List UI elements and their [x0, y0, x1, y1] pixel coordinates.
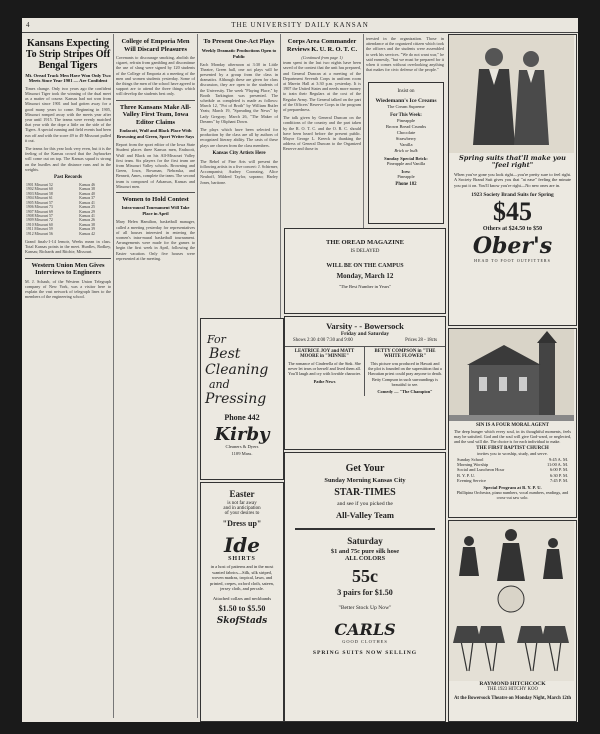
headline-corps-area: Corps Area Commander Reviews K. U. R. O. T. C. — [286, 38, 358, 53]
church-special-body: Phillipina Orchestra, piano numbers, vocal numbers, readings, and cross-cut saw solo. — [456, 489, 569, 500]
continued-note: (Continued from page 1) — [301, 55, 343, 60]
kirby-and: and — [209, 378, 230, 391]
carls-colors: ALL COLORS — [344, 555, 386, 562]
ide-far: is not far away — [227, 501, 257, 506]
ide-shirts-ad — [200, 482, 284, 722]
score-cell: Kansas 42 — [79, 231, 95, 236]
column-3 — [200, 36, 278, 328]
kirby-pressing: Pressing — [205, 391, 267, 407]
oread-tag: "The Best Number in Years" — [338, 284, 392, 289]
hitchcock-name: RAYMOND HITCHCOCK — [479, 681, 546, 687]
service-time: 7:45 P. M. — [549, 478, 568, 484]
score-cell: Kansas 38 — [79, 222, 95, 227]
varsity-days: Friday and Saturday — [340, 331, 390, 337]
carls-star-times: STAR-TIMES — [334, 487, 396, 498]
masthead-title: THE UNIVERSITY DAILY KANSAN — [231, 21, 369, 29]
obers-logo: Ober's — [472, 233, 553, 260]
ide-desires: of your desires to — [224, 511, 260, 516]
carls-price: 55c — [352, 566, 378, 586]
varsity-prices: Prices 28 - 18cts — [405, 338, 437, 343]
ide-easter: Easter — [229, 489, 255, 499]
subhead-intra-mural: Intra-mural Tournament Will Take Place in April — [121, 205, 190, 217]
oread-date: Monday, March 12 — [336, 272, 394, 280]
ide-anticipation: and in anticipation — [223, 506, 261, 511]
kirby-sub: Cleaners & Dyers — [225, 444, 259, 449]
service-time: 6:00 P. M. — [549, 467, 568, 473]
score-cell: 1908 Missouri 57 — [26, 213, 53, 218]
column-5 — [366, 36, 444, 76]
varsity-right-body: This picture was produced in Hawaii and the plot is founded on the superstition that a Hawaiian priest could pray anyone to death. Betty Compson in such surroundings is beautiful to see. — [368, 361, 442, 387]
headline-college-emporia: College of Emporia Men Will Discard Pleasures — [121, 38, 190, 53]
ide-dress-up: "Dress up" — [222, 519, 262, 528]
carls-saturday: Saturday — [347, 536, 383, 546]
kirby-best: Best — [209, 346, 241, 362]
carls-tag: GOOD CLOTHES — [342, 639, 388, 644]
article-text: team spent in the last two nights have been saved of the contest that the unit has prepared, and General Duncan at a meeting of the Department Seventh Corps in uniform room at Marvin Hall at 3:30 p.m. yesterday. It is 1907 the United States and needs more money to train their Regulars at the cost of the Regular Army. The General talked on the part of the Officers' Reserve Corps in the program of preparedness. — [283, 60, 361, 113]
kirby-for: For — [207, 333, 226, 346]
score-cell: Kansas 25 — [79, 205, 95, 210]
obers-body: When you've gone you look right—you're pretty sure to feel right. A Society Brand Suit gives you that "at ease" feeling the minute you put it on. You'll know you're right—No new ones are in. — [454, 171, 571, 188]
service-name: Evening Service — [457, 478, 486, 484]
page-number: 4 — [26, 21, 31, 29]
score-cell: Kansas 41 — [79, 200, 95, 205]
church-special: Special Program at B. Y. P. U. — [483, 484, 542, 490]
article-text: Report from the sport editor of the Iowa State Student places three Kansas men, Endacott, Wulf and Black on his All-Missouri Valley first team. Six players for the first team are from Missouri Valley schools. Browning and Green, Iowa, Bowman, Nebraska, and Bennett, Ames, complete the team. The second team is composed of Arkansas, Kansas and Missouri men. — [116, 142, 195, 189]
varsity-left-feature — [285, 347, 365, 396]
score-cell: 1909 Missouri 72 — [26, 218, 53, 223]
subhead-mt-oread: Mt. Oread Track Men Have Won Only Two Meets Since Year 1901 — Are Confident — [25, 73, 111, 84]
article-text: M. J. Schaub, of the Western Union Telegraph company of New York, was a visitor here to explain the vast network of telegraph lines to the members of the engineering school. — [25, 278, 111, 300]
score-cell: Kansas 26 — [79, 218, 95, 223]
church-illustration — [449, 329, 574, 421]
scores-title: Past Records — [54, 175, 82, 181]
oread-title: THE OREAD MAGAZINE — [325, 239, 405, 246]
hitchcock-footer: At the Bowersock Theatre on Monday Night, March 12th — [453, 696, 572, 701]
wiedemann-flavors — [369, 118, 443, 148]
flavor-item: Chocolate — [396, 130, 416, 135]
kirby-cleaning: Cleaning — [205, 362, 269, 378]
column-1 — [25, 36, 111, 718]
varsity-left-name: LEATRICE JOY and MATT MOORE in "MINNIE" — [294, 349, 355, 359]
wiedemann-phone: Phone 182 — [395, 182, 417, 187]
oread-delay: IS DELAYED — [350, 249, 380, 254]
score-cell: 1910 Missouri 60 — [26, 222, 53, 227]
article-text: The teams for this year look very even, but it is the feeling of the Kansas crowd that the Jayhawker will come out on top. The Kansas squad is strong on the hurdles and the distance runs and in the weights. — [25, 146, 111, 172]
chorus-illustration — [449, 521, 574, 681]
subhead-endacott: Endacott, Wulf and Black Place With Browning and Green, Sport Writer Says — [116, 128, 195, 140]
varsity-right-name: BETTY COMPSON in "THE WHITE FLOWER" — [374, 349, 436, 359]
ide-store: SkofStads — [216, 615, 268, 626]
score-cell: Kansas 38 — [79, 187, 95, 192]
score-cell: 1902 Missouri 60 — [26, 187, 53, 192]
score-cell: 1904 Missouri 61 — [26, 196, 53, 201]
carls-logo: CARLS — [334, 620, 396, 639]
wiedemann-brand: Wiedemann's Ice Creams — [375, 98, 437, 104]
score-cell: Kansas 41 — [79, 213, 95, 218]
score-cell: 1901 Missouri 52 — [26, 183, 53, 188]
obers-others: Others at $24.50 to $50 — [482, 226, 543, 233]
carls-pairs: 3 pairs for $1.50 — [337, 588, 393, 597]
kirby-ad — [200, 318, 284, 480]
headline-western-union: Western Union Men Gives Interviews to Engineers — [31, 261, 105, 277]
score-cell: 1906 Missouri 73 — [26, 205, 53, 210]
score-cell: Kansas 39 — [79, 227, 95, 232]
article-text: The talk given by General Duncan on the conditions of the country and the part taken by the R. O. T. C. and the O. R. C. should have been heard before the present public. Mayor George L. Kreeck in thanking the address of General Duncan to the Organized Reserve and those in — [283, 115, 361, 152]
article-text: terested in the organization. Those in attendance at the organized citizen which took the officers and the students were assembled to seek his services. "We do not want war," he said earnestly, "but we must be prepared for it when it comes without overlooking anything that makes for civic defense of the people." — [366, 36, 444, 73]
masthead — [22, 18, 578, 33]
ide-shirts: SHIRTS — [228, 556, 256, 562]
service-time: 11:00 A. M. — [546, 462, 568, 468]
hitchy-koo-ad — [448, 520, 577, 722]
varsity-shows-row — [285, 337, 445, 344]
varsity-shows: Shows 2:30 4:00 7:30 and 9:00 — [293, 338, 353, 343]
wiedemann-ices: Ices: — [401, 169, 411, 174]
service-row — [457, 478, 568, 483]
headline-three-kansans: Three Kansans Make All-Valley First Team, Iowa Editor Claims — [119, 103, 192, 126]
score-cell: 1912 Missouri 56 — [26, 231, 53, 236]
ide-collars: Attached collars and neckbands — [212, 595, 272, 601]
newspaper-page — [22, 18, 578, 722]
wiedemann-week: For This Week: — [390, 113, 422, 118]
wiedemann-insist: Insist on — [397, 89, 415, 94]
church-invites: invites you to worship, study, and serve. — [477, 450, 548, 456]
oread-magazine-ad — [284, 228, 446, 314]
score-cell: Kansas 37 — [79, 196, 95, 201]
church-name: THE FIRST BAPTIST CHURCH — [476, 445, 549, 451]
article-text: Grand finals-1-14 lemoir, Weeks mean in class. Total Kansas points in the meet. Hurdles, Rodkey, Kansas; Richards and Ritchie, Missouri. — [25, 238, 111, 255]
oread-campus: WILL BE ON THE CAMPUS — [326, 263, 404, 269]
score-row — [25, 232, 111, 236]
church-services — [449, 456, 576, 485]
score-cell: Kansas 29 — [79, 209, 95, 214]
wiedemann-special: Sunday Special Brick: — [384, 156, 428, 161]
article-text: The Rebel of Fine Arts will present the following artists in a five concert: J. Schirmer, Accompanist; Audrey Coonzing, Alice Neuhoff, Mildred Taylor, soprano; Harley Jones, baritone. — [200, 158, 278, 185]
article-text: Each Monday afternoon at 3:30 in Little Theatre, Green hall, one act plays will be presented by a group from the class in dramatics. Although these are given for class discussion, they are open to the students of the University. The week "Playing Place," by Booth Tarkington was presented. The schedule as completed is made as follows: March 12, "Pot of Broth" by William Butler Yeats; March 19, "Spreading the News" by Lady Gregory; March 26, "The Maker of Dreams" by Oliphant Down. — [200, 61, 278, 124]
varsity-theatre-ad — [284, 316, 446, 450]
article-text: Covenants to discourage smoking, abolish the cigaret, refrain from gambling and discontinue the use of slang were signed by 120 students of the College of Emporia at a meeting of the men and women students yesterday. Some of the things the men of the school have agreed to support are to attend the three things which will develop the students best only. — [116, 55, 195, 97]
wiedemann-subtitle: The Cream Supreme — [387, 104, 425, 109]
obers-caption: Spring suits that'll make you "feel right" — [459, 154, 566, 170]
article-text: Mary Helen Hamilton, basketball manager, called a meeting yesterday for representatives of all houses interested in entering the women's intra-mural basketball tournament. Arrangements were made for the games to begin the first week in April, following the Easter vacation. Only five houses were represented at the meeting. — [116, 219, 195, 261]
service-name: B. Y. P. U. — [457, 472, 476, 478]
headline-kansans-expecting: Kansans Expecting To Strip Stripes Off Bengal Tigers — [25, 38, 111, 71]
baptist-church-ad — [448, 328, 577, 518]
service-name: Sunday School — [457, 456, 484, 462]
headline-one-act-plays: To Present One-Act Plays — [203, 38, 275, 45]
service-time: 9:45 A. M. — [548, 456, 568, 462]
carls-get-your: Get Your — [345, 463, 385, 474]
obers-tag: HEAD TO FOOT OUTFITTERS — [474, 258, 551, 264]
varsity-right-foot: Comedy — "The Champion" — [377, 389, 433, 395]
varsity-left-body: The romance of Cinderella of the Sink. She never let tears or herself and lived them all. You'll laugh and cry with lovable character. — [288, 361, 361, 377]
subhead-weekly-dramatic: Weekly Dramatic Productions Open to Public — [201, 47, 277, 59]
flavor-item: Brown Bread Crumbs — [385, 124, 427, 129]
carls-ad — [284, 452, 446, 722]
article-text: The plays which have been selected for production by the class are all by authors of recognized literary ability. The casts of these plays are chosen from the class members. — [200, 126, 278, 148]
carls-better: "Better Stock Up Now" — [338, 605, 392, 611]
ide-body: in a host of patterns and in the most wanted fabrics—Silk, silk striped, woven madras, tropical, lawn, and printed, crepes, oxford cloth, sateen, jersey cloth, and percale. — [210, 564, 274, 592]
scores-table — [25, 183, 111, 236]
score-cell: Kansas 40 — [79, 191, 95, 196]
service-name: Morning Worship — [457, 462, 489, 468]
kirby-phone: Phone 442 — [224, 413, 260, 422]
score-cell: 1911 Missouri 59 — [26, 227, 53, 232]
carls-hose: $1 and 75c pure silk hose — [330, 548, 400, 555]
carls-see-if: and see if you picked the — [337, 501, 393, 507]
varsity-title: Varsity - - Bowersock — [326, 321, 404, 331]
column-2 — [116, 36, 195, 718]
hitchcock-show: THE 1923 HITCHY KOO — [487, 687, 538, 692]
suit-illustration — [449, 35, 574, 153]
headline-kc-artists: Kansas City Artists Here — [212, 150, 266, 156]
varsity-left-foot: Pathe News — [313, 378, 336, 384]
score-cell: Kansas 46 — [79, 183, 95, 188]
obers-line: 1923 Society Brand Suits for Spring — [471, 192, 554, 199]
carls-footer: SPRING SUITS NOW SELLING — [312, 650, 418, 656]
kirby-addr: 1109 Mass. — [231, 451, 253, 456]
wiedemann-brick: Brick or bulk — [394, 148, 418, 153]
service-time: 6:30 P. M. — [549, 472, 568, 478]
wiedemann-ice: Pineapple — [397, 174, 415, 179]
carls-sunday: Sunday Morning Kansas City — [324, 477, 406, 484]
score-cell: 1905 Missouri 57 — [26, 200, 53, 205]
wiedemann-ad — [368, 82, 444, 224]
carls-all-valley: All-Valley Team — [335, 510, 394, 520]
obers-price: $45 — [493, 197, 532, 227]
kirby-logo: Kirby — [214, 424, 270, 445]
flavor-item: Vanilla — [399, 142, 413, 147]
ide-logo: Ide — [223, 533, 261, 557]
service-name: Social and Luncheon Hour — [457, 467, 505, 473]
obers-ad — [448, 34, 577, 326]
score-cell: 1907 Missouri 69 — [26, 209, 53, 214]
varsity-right-feature — [365, 347, 445, 396]
flavor-item: Strawberry — [395, 136, 417, 141]
flavor-item: Pineapple — [396, 118, 416, 123]
column-4 — [283, 36, 361, 241]
church-body: The deep hunger which every soul, in its thoughtful moments, feels may be satisfied. God and the soul will give God-ward, or neglected, and the soul will die. The choice is for each individual to make. — [454, 429, 571, 445]
ide-price: $1.50 to $5.50 — [218, 603, 266, 613]
article-text: Times change. Only two years ago the confident Missouri Tiger took the winning of the dual meet as a matter of course. Kansas had not won from Missouri since 1901 and had gotten away for a good many years to come. Beginning in 1905, Missouri romped away with the meets year after year until 1915. The teams were evenly matched that year with the dope a little on the side of the Tigers. A special running and field events had been run off and with the score 49 to 49 Missouri pulled it out. — [25, 85, 111, 143]
headline-women-contest: Women to Hold Contest — [122, 195, 189, 203]
wiedemann-special-items: Pineapple and Vanilla — [386, 161, 426, 166]
church-title: SIN IS A FOUR MORAL AGENT — [476, 423, 549, 428]
score-cell: 1903 Missouri 58 — [26, 191, 53, 196]
